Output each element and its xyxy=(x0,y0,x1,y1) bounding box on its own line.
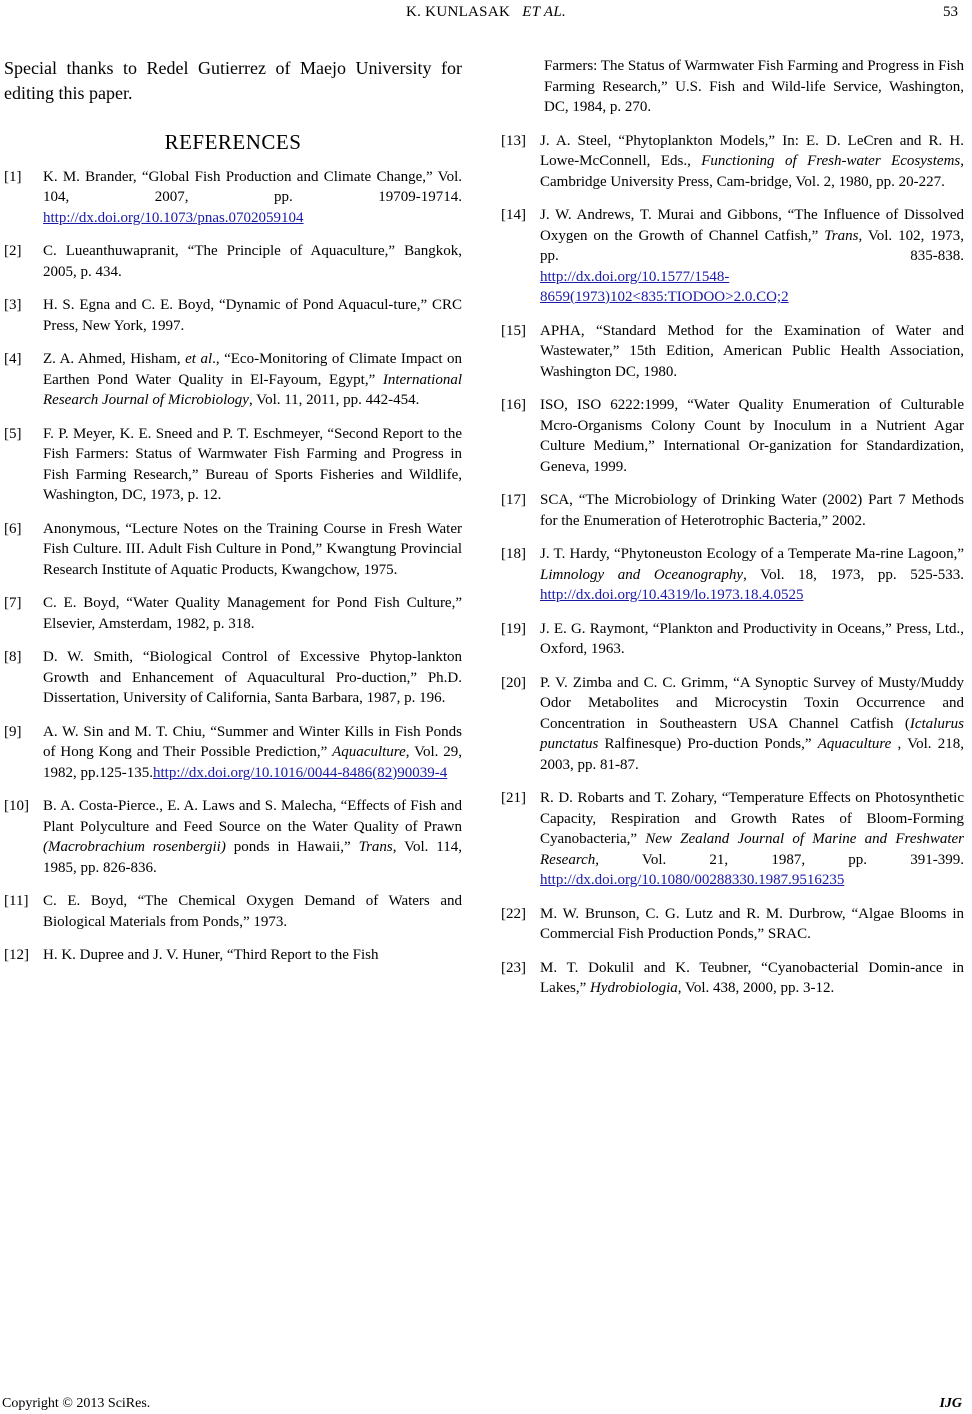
reference-number: [10] xyxy=(4,798,29,814)
reference-text: ., “Eco-Monitoring of Climate Impact on Earthen Pond Water Quality in El-Fayoum, Egypt,” xyxy=(43,351,462,388)
reference-italic-text: Ictalurus punctatus xyxy=(540,715,964,752)
reference-text: C. E. Boyd, “Water Quality Management for Pond Fish Culture,” Elsevier, Amsterdam, 1982, p. 318. xyxy=(43,595,462,632)
reference-italic-text: Aquaculture xyxy=(817,736,892,752)
reference-number: [23] xyxy=(501,959,526,976)
reference-entry xyxy=(501,131,964,193)
doi-link[interactable]: http://dx.doi.org/10.1016/0044-8486(82)90039-4 xyxy=(153,764,448,781)
reference-italic-text: International Research Journal of Microbiology xyxy=(43,371,462,408)
reference-text: F. P. Meyer, K. E. Sneed and P. T. Eschmeyer, “Second Report to the Fish Farmers: Status of Warmwater Fish Farming and Progress in Fish Farming Research,” Bureau of Sports Fisheries and Wildlife, Washington, DC, 1973, p. 12. xyxy=(43,425,462,503)
reference-text: J. A. Steel, “Phytoplankton Models,” In: E. D. LeCren and R. H. Lowe-McConnell, Eds., xyxy=(540,132,964,169)
reference-entry xyxy=(501,490,964,531)
right-column xyxy=(501,56,964,1012)
reference-entry xyxy=(501,788,964,891)
reference-text: Ralfinesque) Pro-duction Ponds,” xyxy=(598,736,818,752)
reference-text: J. E. G. Raymont, “Plankton and Productivity in Oceans,” Press, Ltd., Oxford, 1963. xyxy=(540,620,964,657)
reference-text: H. K. Dupree and J. V. Huner, “Third Report to the Fish xyxy=(43,947,379,963)
reference-number: [20] xyxy=(501,674,526,691)
reference-entry xyxy=(4,295,462,336)
reference-list-right xyxy=(501,131,964,999)
reference-number: [17] xyxy=(501,492,526,508)
reference-entry xyxy=(4,167,462,229)
reference-entry xyxy=(4,349,462,411)
reference-text: C. Lueanthuwapranit, “The Principle of Aquaculture,” Bangkok, 2005, p. 434. xyxy=(43,243,462,280)
reference-text: J. W. Andrews, T. Murai and Gibbons, “The Influence of Dissolved Oxygen on the Growth of Channel Catfish,” xyxy=(540,207,964,244)
journal-abbreviation: IJG xyxy=(939,1396,962,1411)
reference-text: APHA, “Standard Method for the Examination of Water and Wastewater,” 15th Edition, American Public Health Association, Washington DC, 1980. xyxy=(540,322,964,380)
reference-entry xyxy=(501,904,964,945)
reference-entry xyxy=(4,722,462,784)
reference-entry xyxy=(4,945,462,966)
reference-text: H. S. Egna and C. E. Boyd, “Dynamic of Pond Aquacul-ture,” CRC Press, New York, 1997. xyxy=(43,297,462,334)
reference-text: , Vol. 438, 2000, pp. 3-12. xyxy=(677,980,835,996)
reference-italic-text: Limnology and Oceanography xyxy=(540,566,744,583)
reference-text: , Vol. 218, 2003, pp. 81-87. xyxy=(540,736,964,773)
reference-text: SCA, “The Microbiology of Drinking Water (2002) Part 7 Methods for the Enumeration of Heterotrophic Bacteria,” 2002. xyxy=(540,492,964,529)
running-head-title xyxy=(0,0,972,24)
reference-entry xyxy=(4,647,462,709)
reference-number: [16] xyxy=(501,397,526,413)
reference-entry xyxy=(501,619,964,660)
reference-number: [12] xyxy=(4,947,29,963)
reference-text: , Vol. 11, 2011, pp. 442-454. xyxy=(248,392,420,408)
reference-entry xyxy=(501,321,964,383)
reference-number: [11] xyxy=(4,893,29,909)
reference-text: C. E. Boyd, “The Chemical Oxygen Demand of Waters and Biological Materials from Ponds,” 1973. xyxy=(43,893,462,930)
copyright-notice: Copyright © 2013 SciRes. xyxy=(2,1396,151,1411)
doi-link[interactable]: http://dx.doi.org/10.1577/1548-8659(1973)102<835:TIODOO>2.0.CO;2 xyxy=(540,268,789,305)
reference-number: [8] xyxy=(4,649,22,665)
reference-italic-text: New Zealand Journal of Marine and Freshwater Research xyxy=(540,831,964,868)
reference-number: [6] xyxy=(4,520,22,537)
reference-text: , Vol. 102, 1973, pp. 835-838. xyxy=(540,227,965,264)
reference-text: , Vol. 18, 1973, pp. 525-533. xyxy=(743,566,965,583)
reference-number: [5] xyxy=(4,425,22,442)
reference-number: [14] xyxy=(501,207,526,223)
reference-text: P. V. Zimba and C. C. Grimm, “A Synoptic Survey of Musty/Muddy Odor Metabolites and Microcystin Toxin Occurrence and Concentration in Southeastern USA Channel Catfish ( xyxy=(540,674,964,732)
reference-italic-text: Functioning of Fresh-water Ecosystems xyxy=(701,153,961,169)
reference-text: M. W. Brunson, C. G. Lutz and R. M. Durbrow, “Algae Blooms in Commercial Fish Production Ponds,” SRAC. xyxy=(540,905,964,942)
running-head-etal: ET AL. xyxy=(522,4,567,20)
reference-entry xyxy=(4,891,462,932)
reference-text: R. D. Robarts and T. Zohary, “Temperature Effects on Photosynthetic Capacity, Respiration and Growth Rates of Bloom-Forming Cyanobacteria,” xyxy=(540,790,964,847)
reference-entry xyxy=(501,205,964,308)
reference-italic-text: Aquaculture xyxy=(332,744,406,760)
reference-italic-text: (Macrobrachium rosenbergii) xyxy=(43,839,226,855)
doi-link[interactable]: http://dx.doi.org/10.1073/pnas.0702059104 xyxy=(43,209,304,226)
reference-entry xyxy=(4,593,462,634)
reference-text: B. A. Costa-Pierce., E. A. Laws and S. Malecha, “Effects of Fish and Plant Polyculture and Feed Source on the Water Quality of Prawn xyxy=(43,798,462,835)
reference-entry xyxy=(4,241,462,282)
footer xyxy=(0,1394,972,1414)
reference-text: J. T. Hardy, “Phytoneuston Ecology of a Temperate Ma-rine Lagoon,” xyxy=(540,546,964,562)
reference-number: [18] xyxy=(501,546,526,562)
reference-number: [19] xyxy=(501,620,526,637)
reference-number: [21] xyxy=(501,790,526,806)
reference-text: K. M. Brander, “Global Fish Production and Climate Change,” Vol. 104, 2007, pp. 19709-19714. xyxy=(43,168,462,205)
reference-italic-text: Trans xyxy=(358,839,393,855)
reference-text: , Vol. 21, 1987, pp. 391-399. xyxy=(595,851,964,868)
reference-text: M. T. Dokulil and K. Teubner, “Cyanobacterial Domin-ance in Lakes,” xyxy=(540,959,964,996)
reference-text: ISO, ISO 6222:1999, “Water Quality Enumeration of Culturable Mcro-Organisms Colony Count by Inoculum in a Nutrient Agar Culture Medium,” International Or-ganization for Standardization, Geneva, 1999. xyxy=(540,397,964,475)
reference-12-continuation: Farmers: The Status of Warmwater Fish Farming and Progress in Fish Farming Research,” U.S. Fish and Wild-life Service, Washington, DC, 1984, p. 270. xyxy=(544,58,964,115)
reference-entry xyxy=(4,424,462,506)
reference-number: [3] xyxy=(4,297,22,313)
reference-text: , Vol. 29, 1982, pp.125-135. xyxy=(43,744,463,781)
reference-entry xyxy=(501,673,964,776)
reference-italic-text: Hydrobiologia xyxy=(589,980,678,996)
page-number: 53 xyxy=(943,4,958,20)
reference-number: [13] xyxy=(501,132,526,149)
reference-entry xyxy=(4,519,462,581)
reference-italic-text: Trans xyxy=(824,227,859,244)
reference-text: D. W. Smith, “Biological Control of Excessive Phytop-lankton Growth and Enhancement of Aquacultural Pro-duction,” Ph.D. Dissertation, University of California, Santa Barbara, 1987, p. 196. xyxy=(43,649,462,706)
left-column xyxy=(4,56,462,979)
running-head-authors: K. KUNLASAK xyxy=(405,4,511,20)
reference-number: [15] xyxy=(501,322,526,339)
doi-link[interactable]: http://dx.doi.org/10.1080/00288330.1987.9516235 xyxy=(540,872,845,888)
reference-text: , Cambridge University Press, Cam-bridge, Vol. 2, 1980, pp. 20-227. xyxy=(540,153,964,190)
reference-text: A. W. Sin and M. T. Chiu, “Summer and Winter Kills in Fish Ponds of Hong Kong and Their Possible Prediction,” xyxy=(43,723,462,760)
reference-entry xyxy=(501,395,964,477)
reference-entry xyxy=(501,544,964,606)
acknowledgement: Special thanks to Redel Gutierrez of Maejo University for editing this paper. xyxy=(4,58,462,103)
reference-entry xyxy=(501,958,964,999)
reference-number: [2] xyxy=(4,243,22,259)
reference-text: Anonymous, “Lecture Notes on the Training Course in Fresh Water Fish Culture. III. Adult Fish Culture in Pond,” Kwangtung Provincial Research Institute of Aquatic Products, Kwangchow, 1975. xyxy=(43,520,462,578)
references-heading: REFERENCES xyxy=(164,130,302,154)
reference-text: ponds in Hawaii,” xyxy=(225,839,359,855)
reference-italic-text: et al xyxy=(185,351,213,367)
reference-text: , Vol. 114, 1985, pp. 826-836. xyxy=(43,839,462,876)
reference-number: [9] xyxy=(4,723,22,740)
reference-list-left xyxy=(4,167,462,966)
reference-number: [7] xyxy=(4,595,22,611)
running-head xyxy=(0,0,972,24)
reference-number: [1] xyxy=(4,168,22,185)
doi-link[interactable]: http://dx.doi.org/10.4319/lo.1973.18.4.0525 xyxy=(540,587,804,603)
reference-number: [22] xyxy=(501,905,526,922)
reference-entry xyxy=(4,796,462,878)
reference-text: Z. A. Ahmed, Hisham, xyxy=(43,351,186,367)
reference-number: [4] xyxy=(4,351,22,367)
